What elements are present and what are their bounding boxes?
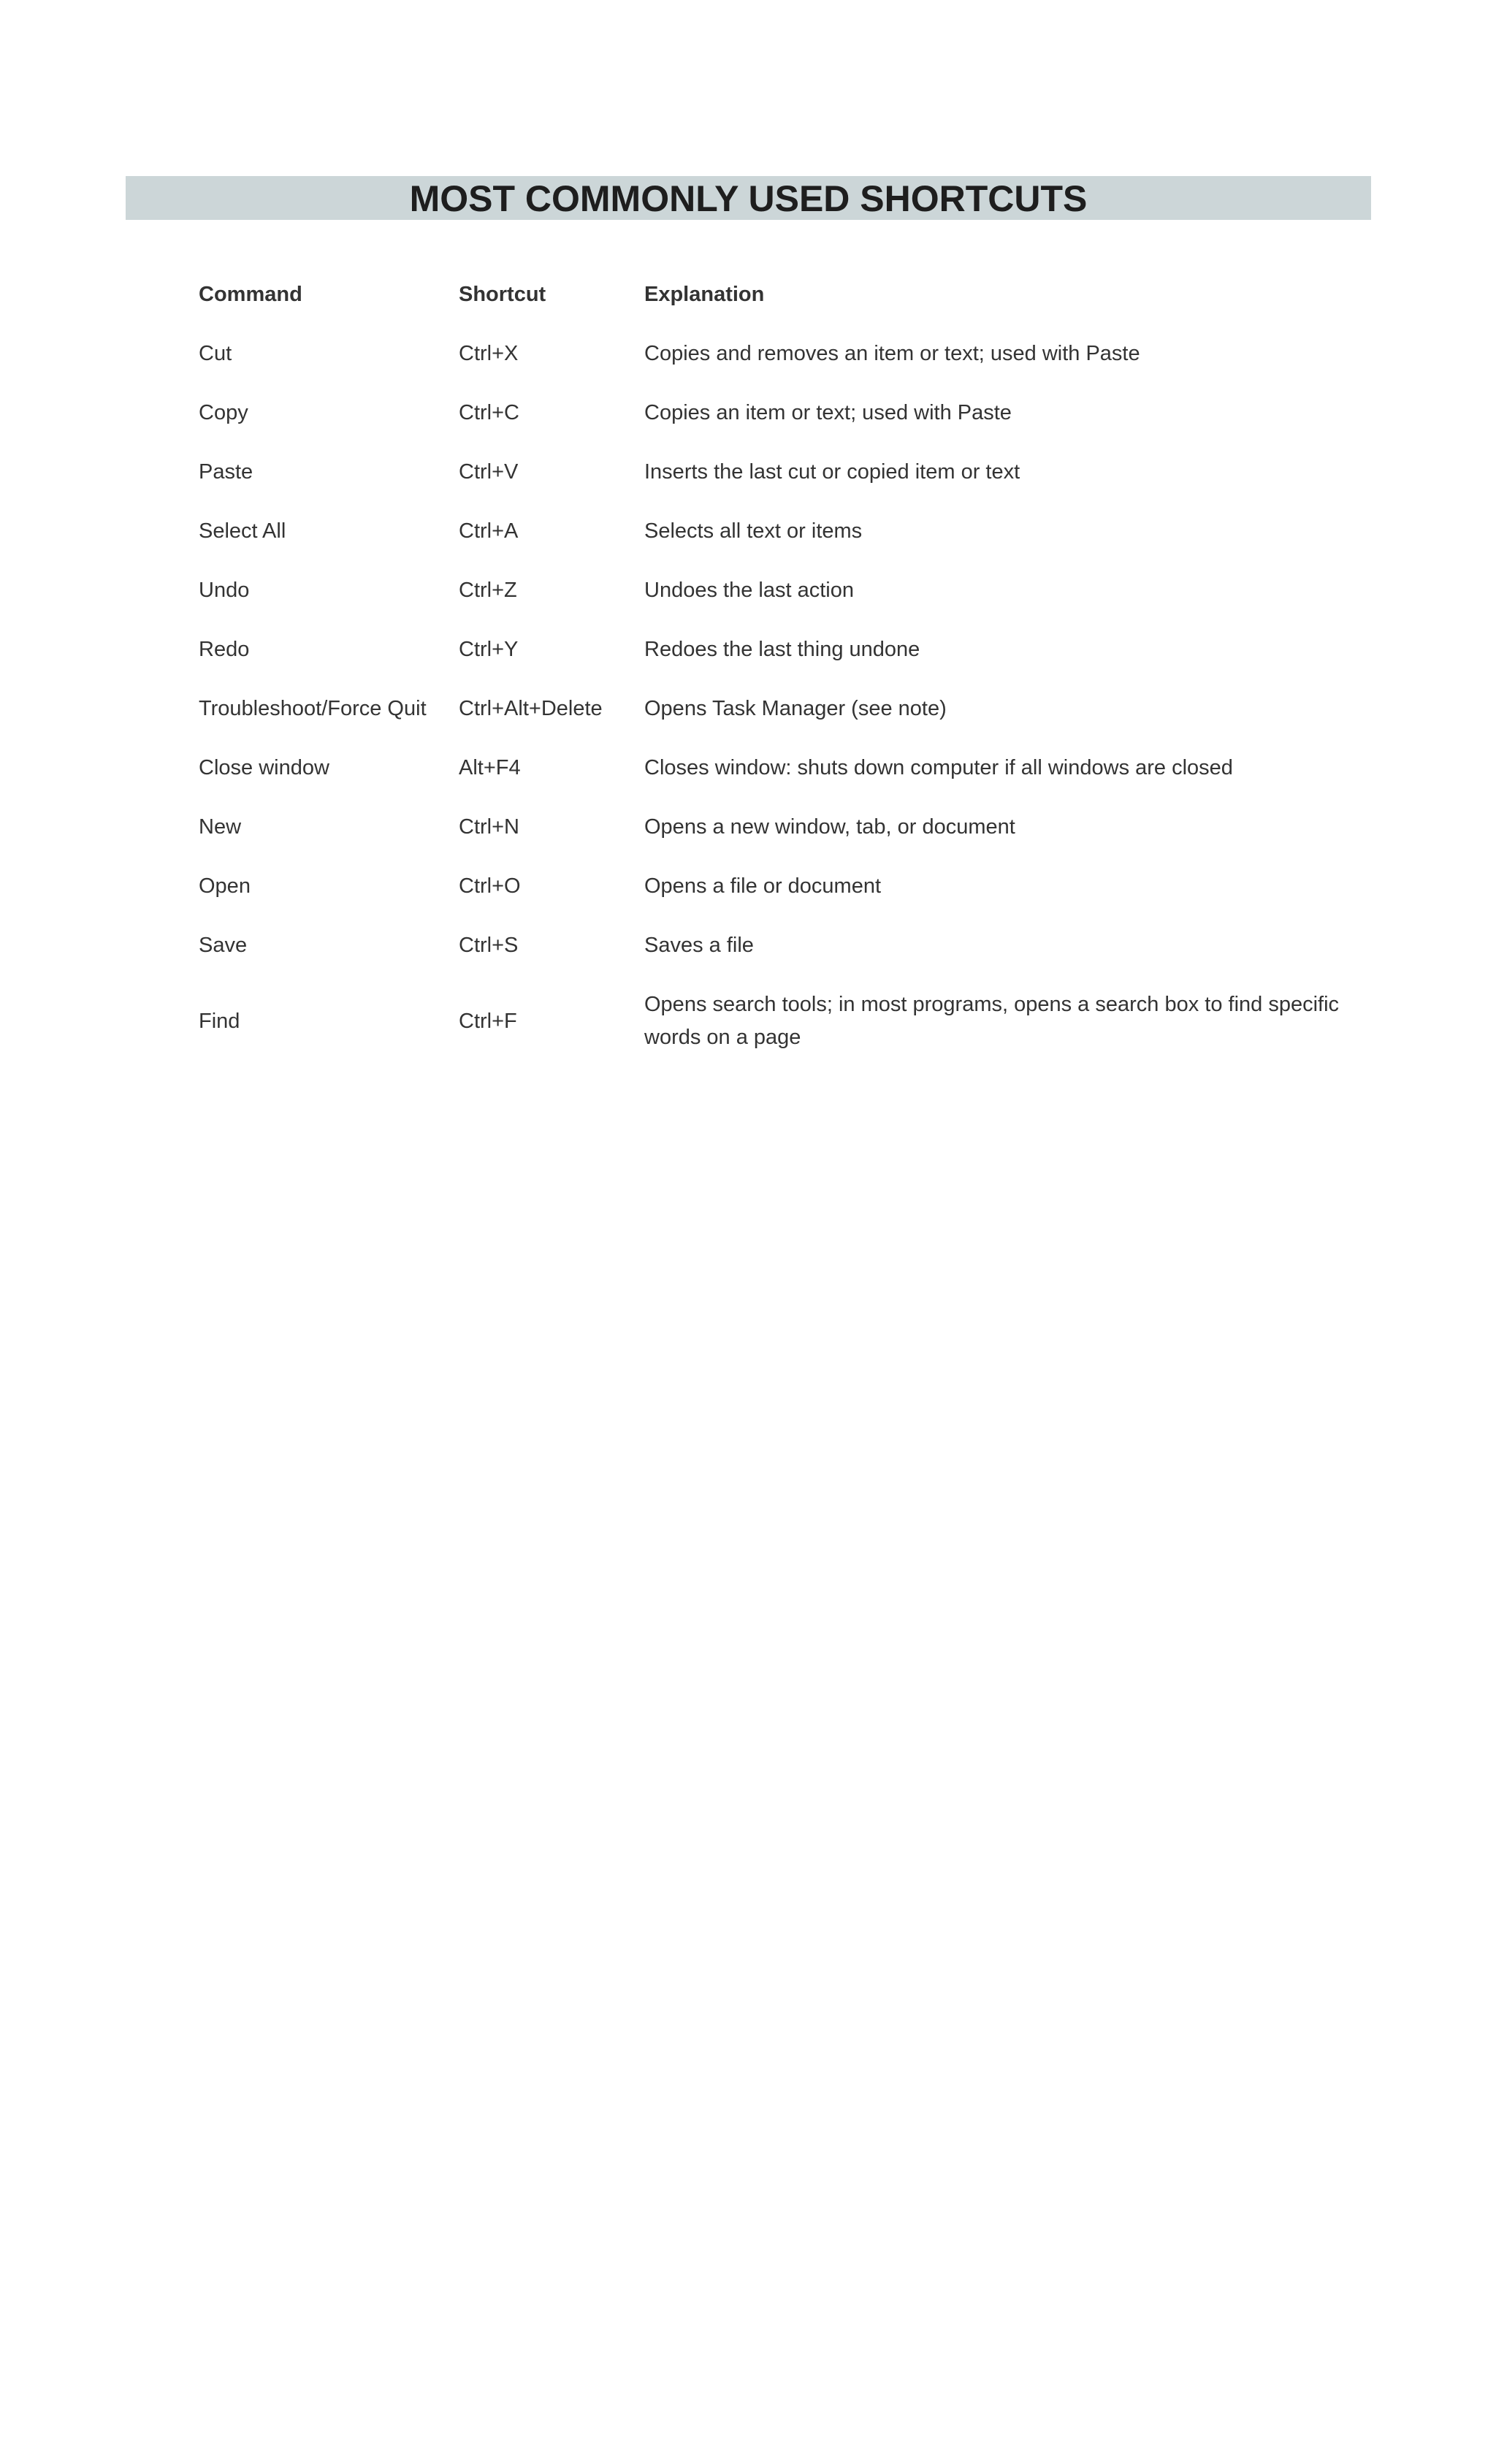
table-row bbox=[188, 798, 1350, 857]
title-banner bbox=[126, 176, 1371, 220]
table-row bbox=[188, 561, 1350, 620]
table-row bbox=[188, 324, 1350, 384]
explanation-cell: Inserts the last cut or copied item or text bbox=[644, 460, 1020, 484]
table-row bbox=[188, 443, 1350, 502]
table-row bbox=[188, 857, 1350, 916]
shortcut-cell: Ctrl+A bbox=[459, 519, 519, 543]
explanation-cell: Opens Task Manager (see note) bbox=[644, 697, 947, 720]
explanation-cell: Opens search tools; in most programs, opens a search box to find specific words on a page bbox=[644, 993, 1340, 1049]
table-row bbox=[188, 620, 1350, 679]
header-shortcut: Shortcut bbox=[459, 283, 546, 306]
command-cell: Copy bbox=[199, 401, 248, 424]
table-row bbox=[188, 502, 1350, 561]
page-title: MOST COMMONLY USED SHORTCUTS bbox=[409, 178, 1088, 219]
explanation-cell: Opens a file or document bbox=[644, 874, 882, 898]
explanation-cell: Copies an item or text; used with Paste bbox=[644, 401, 1012, 424]
command-cell: New bbox=[199, 815, 242, 839]
shortcut-cell: Ctrl+S bbox=[459, 934, 519, 957]
command-cell: Open bbox=[199, 874, 251, 898]
command-cell: Cut bbox=[199, 342, 232, 365]
command-cell: Find bbox=[199, 1009, 240, 1033]
header-command: Command bbox=[199, 283, 302, 306]
table-row bbox=[188, 916, 1350, 975]
shortcut-cell: Ctrl+F bbox=[459, 1009, 517, 1033]
table-row bbox=[188, 384, 1350, 443]
shortcut-cell: Ctrl+Y bbox=[459, 638, 519, 661]
explanation-cell: Undoes the last action bbox=[644, 579, 854, 602]
table-row bbox=[188, 739, 1350, 798]
table-row bbox=[188, 975, 1350, 1067]
explanation-cell: Copies and removes an item or text; used with Paste bbox=[644, 342, 1140, 365]
command-cell: Select All bbox=[199, 519, 286, 543]
command-cell: Close window bbox=[199, 756, 329, 779]
command-cell: Undo bbox=[199, 579, 250, 602]
command-cell: Save bbox=[199, 934, 248, 957]
explanation-cell: Closes window: shuts down computer if all windows are closed bbox=[644, 756, 1233, 779]
command-cell: Redo bbox=[199, 638, 250, 661]
shortcuts-table bbox=[188, 265, 1350, 1067]
table-row bbox=[188, 679, 1350, 739]
shortcut-cell: Ctrl+X bbox=[459, 342, 519, 365]
shortcut-cell: Ctrl+C bbox=[459, 401, 519, 424]
shortcut-cell: Ctrl+Z bbox=[459, 579, 517, 602]
table-header-row bbox=[188, 265, 1350, 324]
shortcut-cell: Ctrl+N bbox=[459, 815, 519, 839]
header-explanation: Explanation bbox=[644, 283, 765, 306]
explanation-cell: Redoes the last thing undone bbox=[644, 638, 920, 661]
explanation-cell: Opens a new window, tab, or document bbox=[644, 815, 1015, 839]
shortcut-cell: Ctrl+V bbox=[459, 460, 519, 484]
command-cell: Troubleshoot/Force Quit bbox=[199, 697, 427, 720]
explanation-cell: Saves a file bbox=[644, 934, 754, 957]
shortcut-cell: Ctrl+O bbox=[459, 874, 521, 898]
explanation-cell: Selects all text or items bbox=[644, 519, 863, 543]
command-cell: Paste bbox=[199, 460, 253, 484]
shortcut-cell: Ctrl+Alt+Delete bbox=[459, 697, 603, 720]
shortcut-cell: Alt+F4 bbox=[459, 756, 521, 779]
